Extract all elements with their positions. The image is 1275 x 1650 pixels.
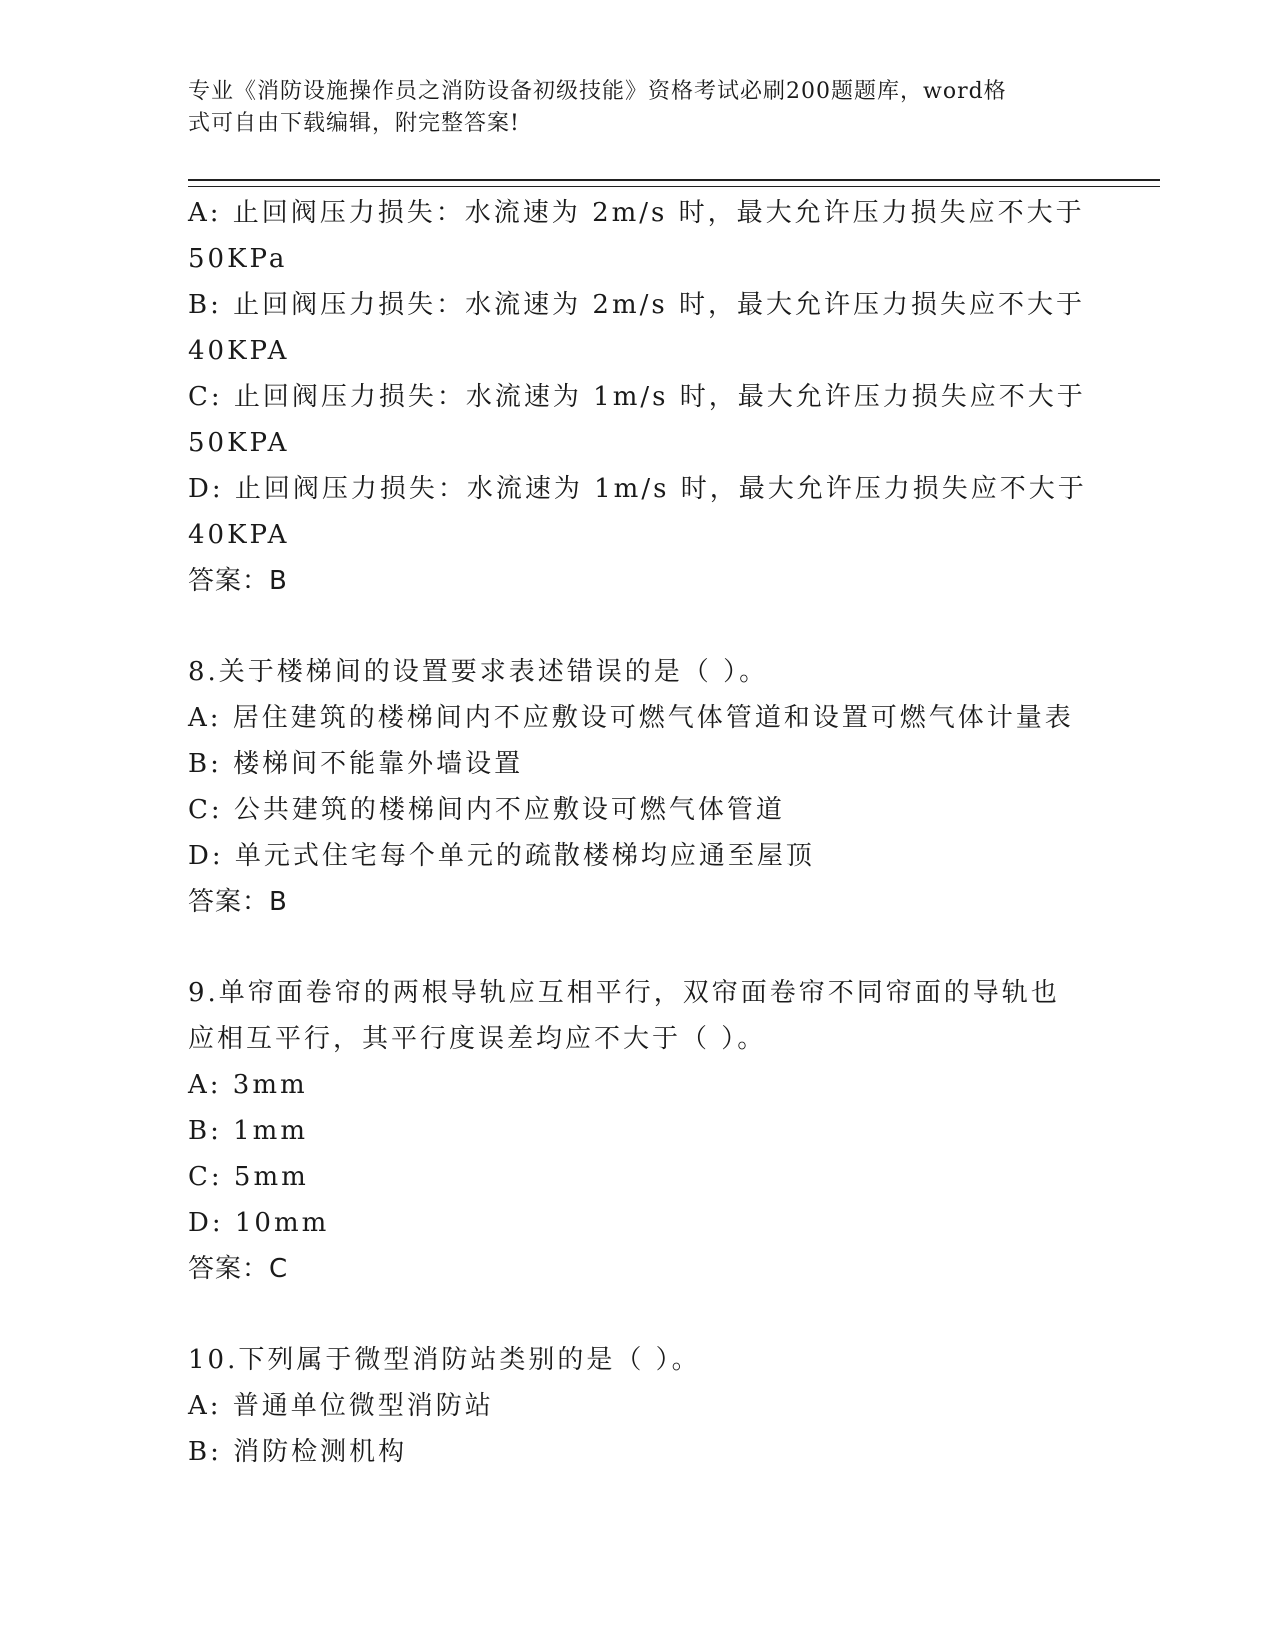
q7-option-d: D: 止回阀压力损失：水流速为 1m/s 时，最大允许压力损失应不大于 — [188, 474, 1087, 504]
question-7-block — [188, 190, 1088, 604]
question-9-block — [188, 970, 1088, 1292]
q7-option-a-cont: 50KPa — [188, 244, 288, 274]
q8-question: 8.关于楼梯间的设置要求表述错误的是（ ）。 — [188, 657, 769, 687]
q7-option-a: A: 止回阀压力损失：水流速为 2m/s 时，最大允许压力损失应不大于 — [188, 198, 1085, 228]
q9-answer: 答案：C — [188, 1254, 289, 1284]
spacer — [188, 925, 1088, 970]
q9-option-d: D: 10mm — [188, 1208, 330, 1238]
header-line-2: 式可自由下载编辑，附完整答案! — [188, 111, 520, 136]
q10-option-a: A: 普通单位微型消防站 — [188, 1391, 494, 1421]
q8-option-d: D: 单元式住宅每个单元的疏散楼梯均应通至屋顶 — [188, 841, 815, 871]
question-8-block — [188, 649, 1088, 925]
q9-question: 9.单帘面卷帘的两根导轨应互相平行，双帘面卷帘不同帘面的导轨也 — [188, 978, 1060, 1008]
question-10-block — [188, 1337, 1088, 1475]
q7-option-b: B: 止回阀压力损失：水流速为 2m/s 时，最大允许压力损失应不大于 — [188, 290, 1085, 320]
q7-option-c: C: 止回阀压力损失：水流速为 1m/s 时，最大允许压力损失应不大于 — [188, 382, 1086, 412]
document-header — [188, 76, 1068, 140]
q10-question: 10.下列属于微型消防站类别的是（ ）。 — [188, 1345, 701, 1375]
q9-option-a: A: 3mm — [188, 1070, 308, 1100]
q8-option-b: B: 楼梯间不能靠外墙设置 — [188, 749, 524, 779]
q10-option-b: B: 消防检测机构 — [188, 1437, 408, 1467]
q8-answer: 答案：B — [188, 887, 288, 917]
q7-option-b-cont: 40KPA — [188, 336, 290, 366]
header-rule-thin — [188, 186, 1160, 187]
q7-option-c-cont: 50KPA — [188, 428, 290, 458]
spacer — [188, 1292, 1088, 1337]
header-line-1: 专业《消防设施操作员之消防设备初级技能》资格考试必刷200题题库，word格 — [188, 79, 1007, 104]
q8-option-c: C: 公共建筑的楼梯间内不应敷设可燃气体管道 — [188, 795, 785, 825]
q7-option-d-cont: 40KPA — [188, 520, 290, 550]
q7-answer: 答案：B — [188, 566, 288, 596]
header-rule-thick — [188, 179, 1160, 181]
spacer — [188, 604, 1088, 649]
q9-option-b: B: 1mm — [188, 1116, 308, 1146]
q9-question-cont: 应相互平行，其平行度误差均应不大于（ ）。 — [188, 1024, 767, 1054]
q8-option-a: A: 居住建筑的楼梯间内不应敷设可燃气体管道和设置可燃气体计量表 — [188, 703, 1074, 733]
question-list — [188, 190, 1088, 1475]
q9-option-c: C: 5mm — [188, 1162, 309, 1192]
